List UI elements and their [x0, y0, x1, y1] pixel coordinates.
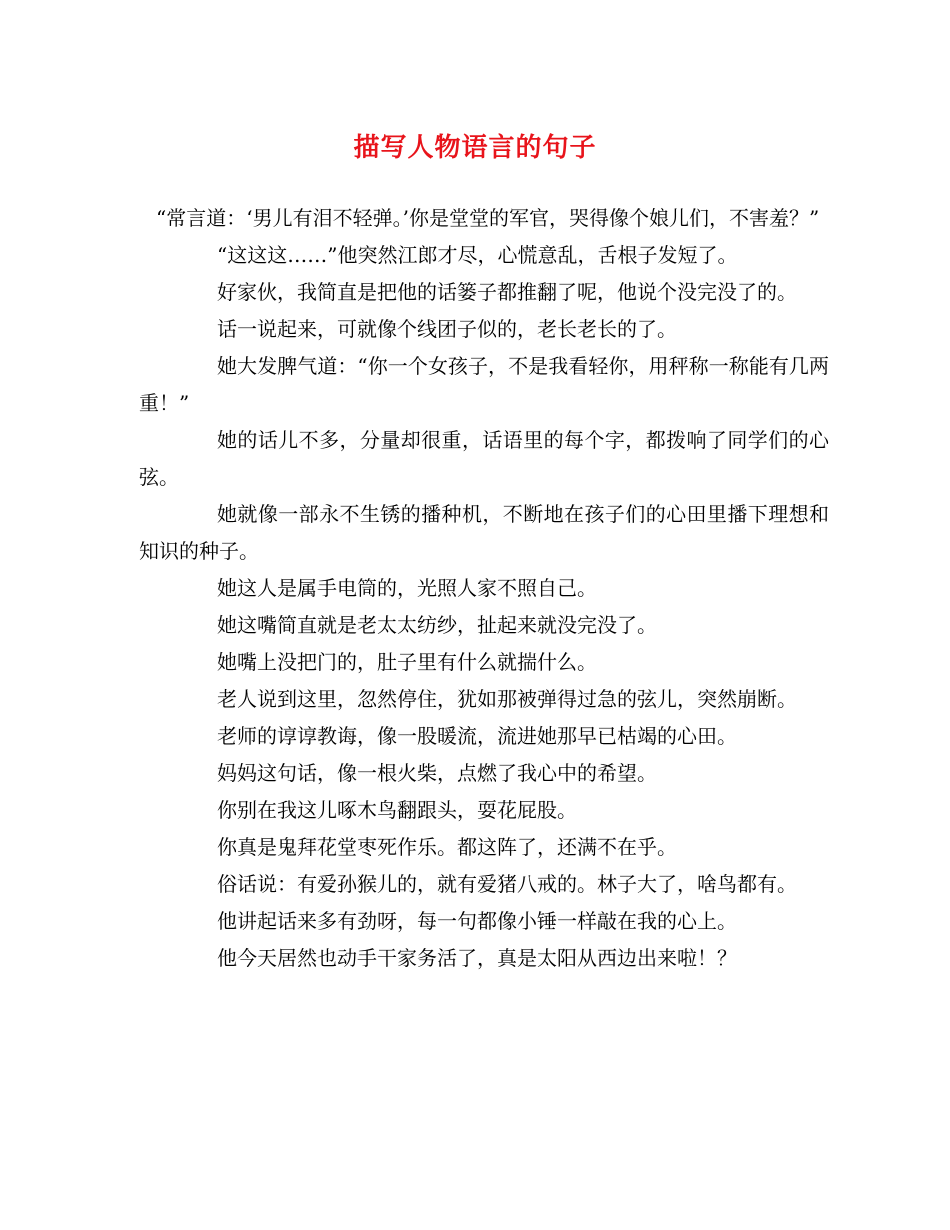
- paragraph: 妈妈这句话，像一根火柴，点燃了我心中的希望。: [217, 761, 657, 785]
- paragraph: “常言道：‘男儿有泪不轻弹。’你是堂堂的军官，哭得像个娘儿们，不害羞？”: [156, 206, 820, 230]
- paragraph: 她嘴上没把门的，肚子里有什么就揣什么。: [217, 650, 597, 674]
- paragraph: 你别在我这儿啄木鸟翻跟头，耍花屁股。: [217, 798, 577, 822]
- paragraph: 话一说起来，可就像个线团子似的，老长老长的了。: [217, 317, 677, 341]
- paragraph: 好家伙，我简直是把他的话篓子都推翻了呢，他说个没完没了的。: [217, 280, 797, 304]
- paragraph: 她的话儿不多，分量却很重，话语里的每个字，都拨响了同学们的心弦。: [139, 428, 829, 489]
- paragraph: 她这人是属手电筒的，光照人家不照自己。: [217, 576, 597, 600]
- document-title: 描写人物语言的句子: [353, 133, 597, 163]
- paragraph: 他今天居然也动手干家务活了，真是太阳从西边出来啦！？: [217, 946, 737, 970]
- paragraph: 他讲起话来多有劲呀，每一句都像小锤一样敲在我的心上。: [217, 909, 737, 933]
- paragraph: 你真是鬼拜花堂枣死作乐。都这阵了，还满不在乎。: [217, 835, 677, 859]
- paragraph: 老人说到这里，忽然停住，犹如那被弹得过急的弦儿，突然崩断。: [217, 687, 797, 711]
- document-body: [139, 200, 829, 977]
- paragraph: 她这嘴简直就是老太太纺纱，扯起来就没完没了。: [217, 613, 657, 637]
- paragraph: 她大发脾气道：“你一个女孩子，不是我看轻你，用秤称一称能有几两重！”: [139, 354, 829, 415]
- paragraph: 俗话说：有爱孙猴儿的，就有爱猪八戒的。林子大了，啥鸟都有。: [217, 872, 797, 896]
- paragraph: 她就像一部永不生锈的播种机，不断地在孩子们的心田里播下理想和知识的种子。: [139, 502, 829, 563]
- paragraph: “这这这……”他突然江郎才尽，心慌意乱，舌根子发短了。: [217, 243, 738, 267]
- paragraph: 老师的谆谆教诲，像一股暖流，流进她那早已枯竭的心田。: [217, 724, 737, 748]
